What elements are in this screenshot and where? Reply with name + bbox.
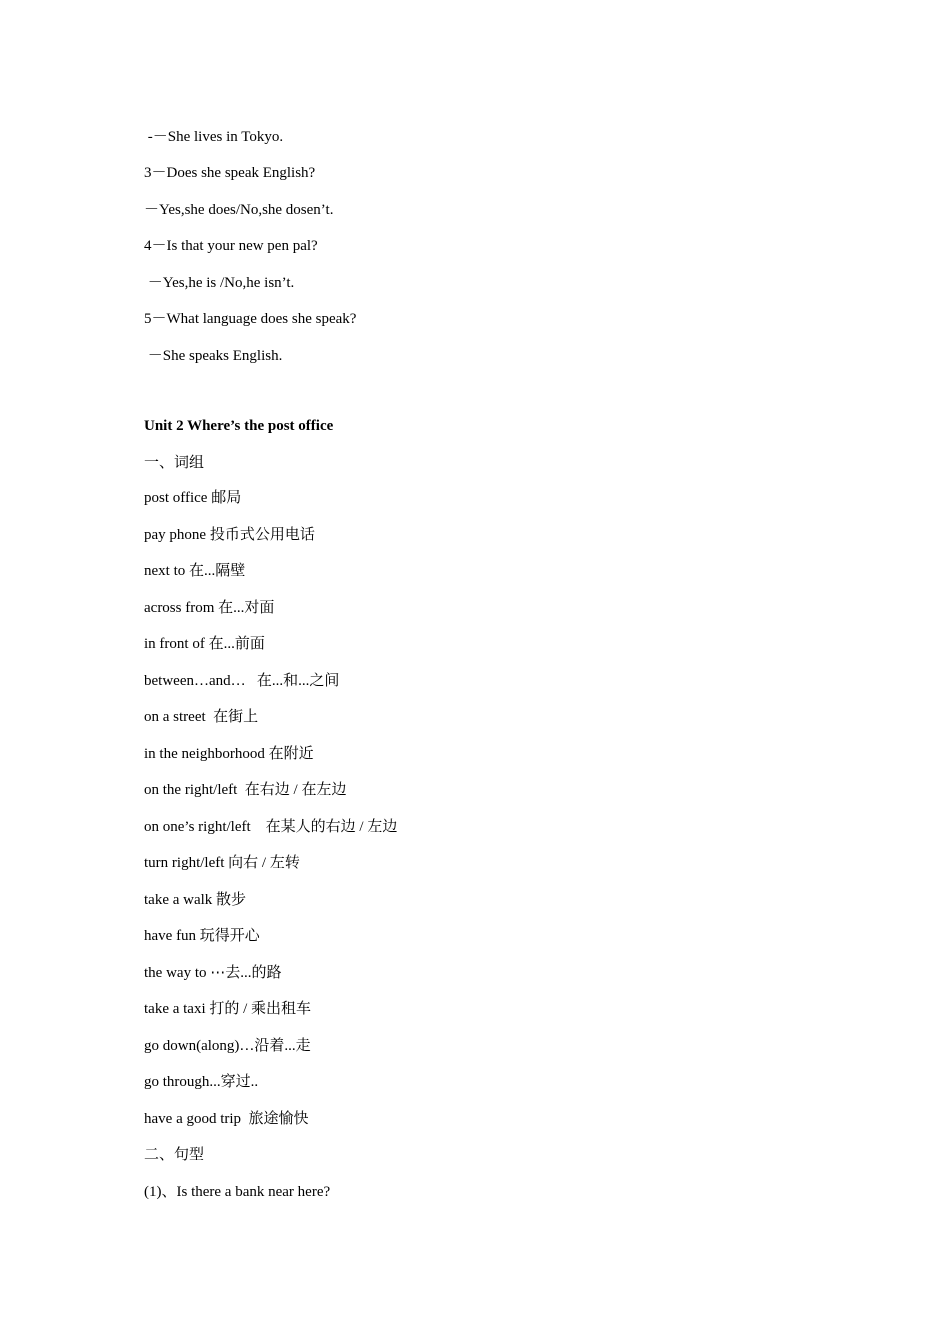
phrase-item: post office 邮局	[144, 490, 242, 506]
phrase-item: next to 在...隔壁	[144, 563, 246, 579]
phrase-item: turn right/left 向右 / 左转	[144, 855, 300, 871]
phrase-item: on one’s right/left 在某人的右边 / 左边	[144, 819, 398, 835]
dialogue-line: 5－What language does she speak?	[144, 311, 357, 327]
phrase-item: take a taxi 打的 / 乘出租车	[144, 1001, 312, 1017]
phrase-item: in the neighborhood 在附近	[144, 746, 314, 762]
dialogue-line: －She speaks English.	[144, 348, 283, 364]
phrase-item: have fun 玩得开心	[144, 928, 260, 944]
phrase-item: on the right/left 在右边 / 在左边	[144, 782, 347, 798]
phrase-item: between…and… 在...和...之间	[144, 673, 340, 689]
dialogue-line: －Yes,she does/No,she dosen’t.	[144, 202, 334, 218]
dialogue-line: 4－Is that your new pen pal?	[144, 238, 318, 254]
phrase-item: across from 在...对面	[144, 600, 275, 616]
dialogue-line: 3－Does she speak English?	[144, 165, 316, 181]
unit-title: Unit 2 Where’s the post office	[144, 418, 334, 434]
phrase-item: have a good trip 旅途愉快	[144, 1111, 309, 1127]
phrase-item: on a street 在街上	[144, 709, 259, 725]
phrase-item: in front of 在...前面	[144, 636, 265, 652]
section-heading-phrases: 一、词组	[144, 455, 205, 471]
dialogue-line: －Yes,he is /No,he isn’t.	[144, 275, 295, 291]
phrase-item: go through...穿过..	[144, 1074, 259, 1090]
phrase-item: go down(along)…沿着...走	[144, 1038, 311, 1054]
dialogue-line: -－She lives in Tokyo.	[144, 129, 284, 145]
phrase-item: take a walk 散步	[144, 892, 247, 908]
sentence-item: (1)、Is there a bank near here?	[144, 1184, 331, 1200]
phrase-item: the way to ⋯去...的路	[144, 965, 282, 981]
phrase-item: pay phone 投币式公用电话	[144, 527, 315, 543]
section-heading-sentences: 二、句型	[144, 1147, 205, 1163]
